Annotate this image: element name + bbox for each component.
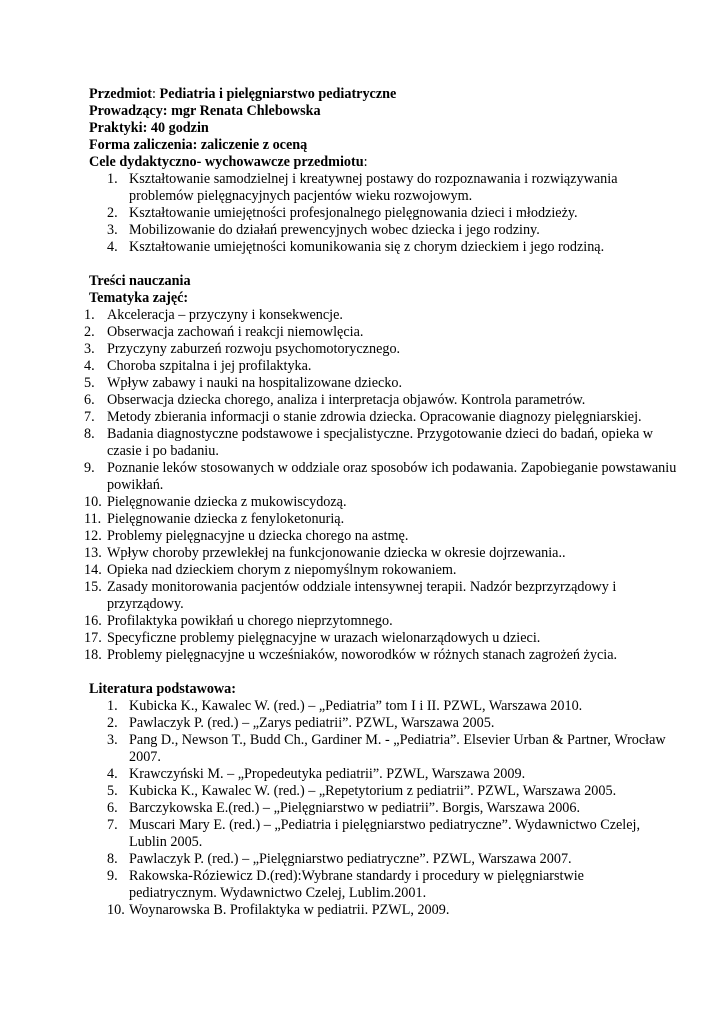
list-item-number: 8. <box>107 851 118 867</box>
list-item-text: Woynarowska B. Profilaktyka w pediatrii. PZWL, 2009. <box>129 902 450 918</box>
list-item <box>0 222 725 239</box>
list-item-number: 2. <box>107 715 118 731</box>
list-item <box>0 579 725 613</box>
list-item <box>0 732 725 766</box>
list-item-number: 3. <box>107 732 118 748</box>
list-item <box>0 630 725 647</box>
list-item-text: Badania diagnostyczne podstawowe i specjalistyczne. Przygotowanie dzieci do badań, opieka w czasie i po badaniu. <box>107 426 654 459</box>
list-item-text: Kształtowanie umiejętności profesjonalnego pielęgnowania dzieci i młodzieży. <box>129 205 578 221</box>
list-item-number: 6. <box>107 800 118 816</box>
list-item-text: Barczykowska E.(red.) – „Pielęgniarstwo w pediatrii”. Borgis, Warszawa 2006. <box>129 800 581 816</box>
goals-heading-colon: : <box>363 154 368 170</box>
list-item-text: Problemy pielęgnacyjne u dziecka chorego na astmę. <box>107 528 409 544</box>
list-item <box>0 647 725 664</box>
list-item-text: Pawlaczyk P. (red.) – „Zarys pediatrii”. PZWL, Warszawa 2005. <box>129 715 495 731</box>
list-item <box>0 545 725 562</box>
list-item-text: Przyczyny zaburzeń rozwoju psychomotorycznego. <box>107 341 401 357</box>
list-item-text: Kształtowanie samodzielnej i kreatywnej postawy do rozpoznawania i rozwiązywania problemów pielęgnacyjnych pacjentów wieku rozwojowym. <box>129 171 618 204</box>
goals-list <box>0 171 725 256</box>
list-item <box>0 800 725 817</box>
list-item-text: Wpływ choroby przewlekłej na funkcjonowanie dziecka w okresie dojrzewania.. <box>107 545 566 561</box>
list-item <box>0 171 725 205</box>
list-item <box>0 562 725 579</box>
content-heading: Treści nauczania <box>89 273 191 289</box>
list-item-number: 15. <box>84 579 102 595</box>
list-item-number: 3. <box>107 222 118 238</box>
list-item <box>0 409 725 426</box>
list-item <box>0 205 725 222</box>
list-item <box>0 375 725 392</box>
list-item-number: 14. <box>84 562 102 578</box>
list-item-number: 11. <box>84 511 102 527</box>
topics-heading: Tematyka zajęć: <box>89 290 189 306</box>
list-item-number: 2. <box>107 205 118 221</box>
list-item-text: Wpływ zabawy i nauki na hospitalizowane dziecko. <box>107 375 403 391</box>
list-item-number: 16. <box>84 613 102 629</box>
list-item-text: Obserwacja dziecka chorego, analiza i interpretacja objawów. Kontrola parametrów. <box>107 392 586 408</box>
credit-line: Forma zaliczenia: zaliczenie z oceną <box>89 137 308 153</box>
list-item-number: 1. <box>84 307 95 323</box>
list-item <box>0 698 725 715</box>
list-item-text: Pielęgnowanie dziecka z fenyloketonurią. <box>107 511 345 527</box>
list-item-text: Kształtowanie umiejętności komunikowania się z chorym dzieckiem i jego rodziną. <box>129 239 605 255</box>
list-item-text: Pielęgnowanie dziecka z mukowiscydozą. <box>107 494 347 510</box>
list-item <box>0 307 725 324</box>
list-item-number: 7. <box>84 409 95 425</box>
practice-line: Praktyki: 40 godzin <box>89 120 209 136</box>
list-item-text: Choroba szpitalna i jej profilaktyka. <box>107 358 312 374</box>
list-item <box>0 324 725 341</box>
list-item-number: 9. <box>107 868 118 884</box>
list-item <box>0 817 725 851</box>
list-item-number: 6. <box>84 392 95 408</box>
list-item-text: Profilaktyka powikłań u chorego nieprzytomnego. <box>107 613 393 629</box>
subject-value: Pediatria i pielęgniarstwo pediatryczne <box>159 86 397 102</box>
list-item-text: Pawlaczyk P. (red.) – „Pielęgniarstwo pediatryczne”. PZWL, Warszawa 2007. <box>129 851 572 867</box>
list-item <box>0 528 725 545</box>
goals-heading <box>89 154 725 171</box>
list-item <box>0 341 725 358</box>
list-item-text: Mobilizowanie do działań prewencyjnych wobec dziecka i jego rodziny. <box>129 222 540 238</box>
list-item-number: 13. <box>84 545 102 561</box>
list-item-number: 9. <box>84 460 95 476</box>
subject-separator: : <box>152 86 160 102</box>
list-item <box>0 783 725 800</box>
list-item <box>0 358 725 375</box>
list-item-number: 8. <box>84 426 95 442</box>
list-item-number: 4. <box>107 766 118 782</box>
list-item-number: 1. <box>107 171 118 187</box>
list-item-text: Problemy pielęgnacyjne u wcześniaków, noworodków w różnych stanach zagrożeń życia. <box>107 647 618 663</box>
goals-heading-text: Cele dydaktyczno- wychowawcze przedmiotu <box>89 154 364 170</box>
spacer <box>0 256 725 273</box>
subject-line <box>89 86 725 103</box>
list-item-number: 18. <box>84 647 102 663</box>
list-item-number: 4. <box>84 358 95 374</box>
list-item-number: 5. <box>107 783 118 799</box>
list-item <box>0 766 725 783</box>
list-item-number: 17. <box>84 630 102 646</box>
document-page <box>0 86 725 919</box>
list-item-text: Kubicka K., Kawalec W. (red.) – „Pediatria” tom I i II. PZWL, Warszawa 2010. <box>129 698 583 714</box>
list-item <box>0 239 725 256</box>
list-item-text: Pang D., Newson T., Budd Ch., Gardiner M. - „Pediatria”. Elsevier Urban & Partner, Wrocław 2007. <box>129 732 666 765</box>
lecturer-line: Prowadzący: mgr Renata Chlebowska <box>89 103 321 119</box>
list-item <box>0 494 725 511</box>
subject-label: Przedmiot <box>89 86 153 102</box>
list-item-number: 3. <box>84 341 95 357</box>
list-item-text: Specyficzne problemy pielęgnacyjne w urazach wielonarządowych u dzieci. <box>107 630 541 646</box>
list-item-text: Muscari Mary E. (red.) – „Pediatria i pielęgniarstwo pediatryczne”. Wydawnictwo Czelej, Lublin 2005. <box>129 817 641 850</box>
list-item-text: Zasady monitorowania pacjentów oddziale intensywnej terapii. Nadzór bezprzyrządowy i przyrządowy. <box>107 579 617 612</box>
list-item-number: 12. <box>84 528 102 544</box>
list-item <box>0 613 725 630</box>
literature-heading: Literatura podstawowa: <box>89 681 236 697</box>
list-item-number: 10. <box>107 902 125 918</box>
list-item-text: Poznanie leków stosowanych w oddziale oraz sposobów ich podawania. Zapobieganie powstawaniu powikłań. <box>107 460 677 493</box>
list-item <box>0 511 725 528</box>
list-item-text: Krawczyński M. – „Propedeutyka pediatrii”. PZWL, Warszawa 2009. <box>129 766 526 782</box>
list-item-text: Obserwacja zachowań i reakcji niemowlęcia. <box>107 324 364 340</box>
list-item <box>0 868 725 902</box>
list-item-number: 7. <box>107 817 118 833</box>
list-item <box>0 460 725 494</box>
list-item-text: Rakowska-Róziewicz D.(red):Wybrane standardy i procedury w pielęgniarstwie pediatrycznym. Wydawnictwo Czelej, Lublim.2001. <box>129 868 584 901</box>
list-item <box>0 902 725 919</box>
list-item <box>0 851 725 868</box>
list-item-text: Akceleracja – przyczyny i konsekwencje. <box>107 307 343 323</box>
list-item-text: Opieka nad dzieckiem chorym z niepomyślnym rokowaniem. <box>107 562 457 578</box>
list-item <box>0 715 725 732</box>
list-item-number: 10. <box>84 494 102 510</box>
list-item <box>0 392 725 409</box>
list-item-number: 1. <box>107 698 118 714</box>
literature-list <box>0 698 725 919</box>
list-item-number: 2. <box>84 324 95 340</box>
topics-list <box>0 307 725 664</box>
list-item <box>0 426 725 460</box>
spacer <box>0 664 725 681</box>
list-item-number: 5. <box>84 375 95 391</box>
list-item-number: 4. <box>107 239 118 255</box>
list-item-text: Metody zbierania informacji o stanie zdrowia dziecka. Opracowanie diagnozy pielęgniarskiej. <box>107 409 642 425</box>
list-item-text: Kubicka K., Kawalec W. (red.) – „Repetytorium z pediatrii”. PZWL, Warszawa 2005. <box>129 783 617 799</box>
